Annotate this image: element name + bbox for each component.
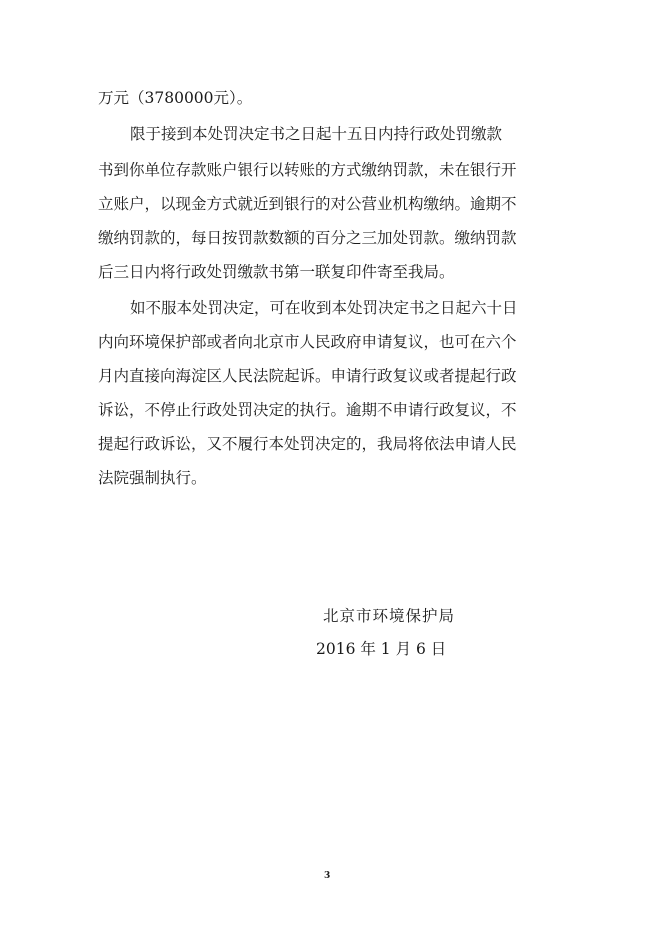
paragraph-line: 限于接到本处罚决定书之日起十五日内持行政处罚缴款 xyxy=(130,125,503,143)
paragraph-line: 书到你单位存款账户银行以转账的方式缴纳罚款，未在银行开 xyxy=(98,161,517,179)
paragraph-line: 月内直接向海淀区人民法院起诉。申请行政复议或者提起行政 xyxy=(98,367,517,385)
paragraph-line: 缴纳罚款的，每日按罚款数额的百分之三加处罚款。缴纳罚款 xyxy=(98,229,517,247)
paragraph-line: 内向环境保护部或者向北京市人民政府申请复议，也可在六个 xyxy=(98,333,517,351)
page-number: 3 xyxy=(324,871,331,881)
paragraph-line: 法院强制执行。 xyxy=(98,469,207,487)
paragraph-line: 诉讼，不停止行政处罚决定的执行。逾期不申请行政复议，不 xyxy=(98,401,517,419)
paragraph-line: 提起行政诉讼，又不履行本处罚决定的，我局将依法申请人民 xyxy=(98,435,517,453)
signature-organization: 北京市环境保护局 xyxy=(323,607,456,625)
signature-date: 2016 年 1 月 6 日 xyxy=(316,640,447,658)
paragraph-line: 万元（3780000元）。 xyxy=(98,89,253,107)
paragraph-line: 如不服本处罚决定，可在收到本处罚决定书之日起六十日 xyxy=(130,299,518,317)
paragraph-line: 后三日内将行政处罚缴款书第一联复印件寄至我局。 xyxy=(98,263,455,281)
paragraph-line: 立账户，以现金方式就近到银行的对公营业机构缴纳。逾期不 xyxy=(98,195,517,213)
